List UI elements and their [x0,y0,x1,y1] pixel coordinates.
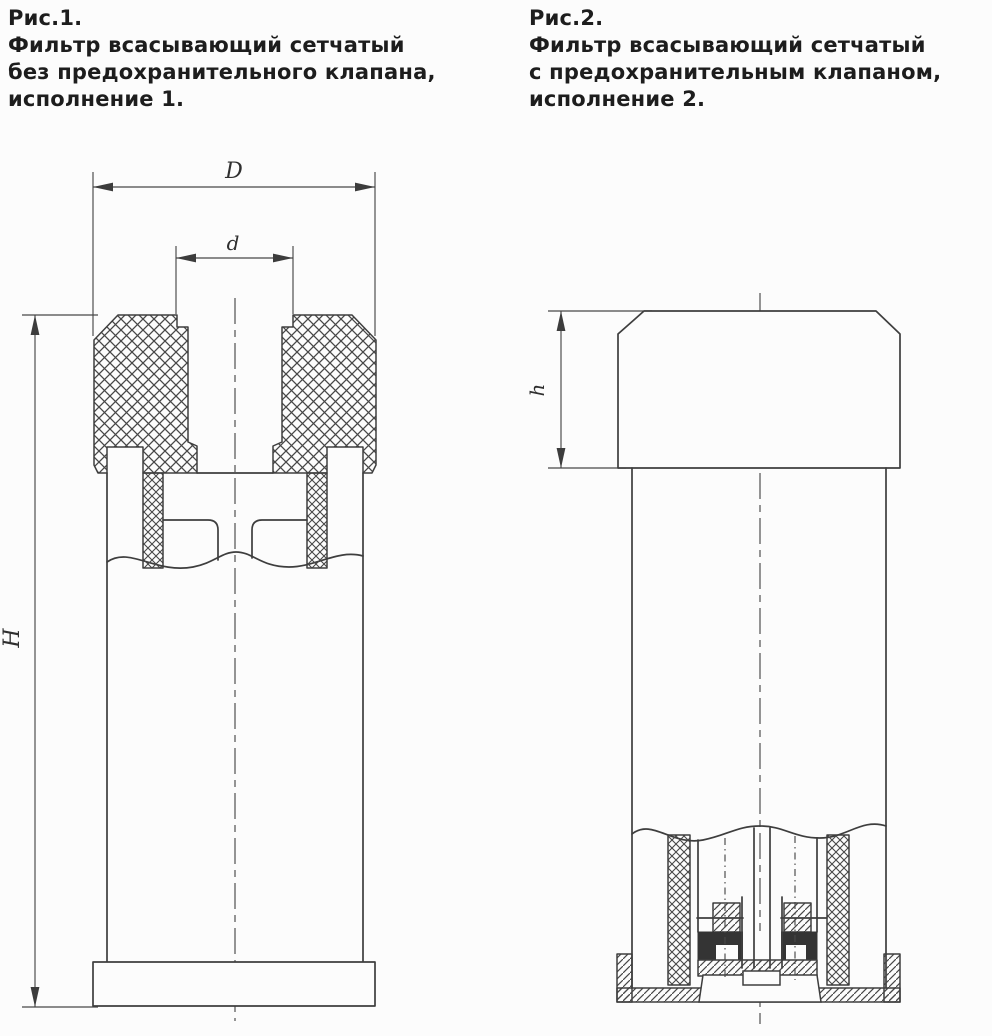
figure2-caption-line4: исполнение 2. [529,87,706,111]
figure2-caption-line1: Рис.2. [529,6,604,30]
figure2-cap [618,311,900,468]
figure2-valve-poppet-left [713,903,740,932]
figure1-nipple-wall-left [143,473,163,568]
figure1-nipple-wall-right [307,473,327,568]
figure1-base-plate [93,962,375,1006]
dimension-D-label: D [225,159,243,184]
figure1-caption-line2: Фильтр всасывающий сетчатый [8,33,405,57]
figure2-caption-line3: с предохранительным клапаном, [529,60,942,84]
dimension-h-label: h [525,383,549,397]
figure1-caption-line1: Рис.1. [8,6,83,30]
figure2-retainer-nut [743,971,780,985]
figure2-mesh-wall-right [827,835,849,985]
figure1-caption-line3: без предохранительного клапана, [8,60,436,84]
figure1-caption-line4: исполнение 1. [8,87,185,111]
figure1-drawing [0,159,376,1021]
dimension-H [0,315,98,1007]
figure1-cap-right-half [273,315,376,473]
figure1-cap-left-half [94,315,197,473]
dimension-d-label: d [226,231,240,255]
figure2-valve-seat [698,931,817,961]
figure2-caption-line2: Фильтр всасывающий сетчатый [529,33,926,57]
figure2-drawing [525,293,900,1024]
dimension-H-label: H [0,628,25,648]
figure2-valve-poppet-right [784,903,811,932]
figure2-mesh-wall-left [668,835,690,985]
